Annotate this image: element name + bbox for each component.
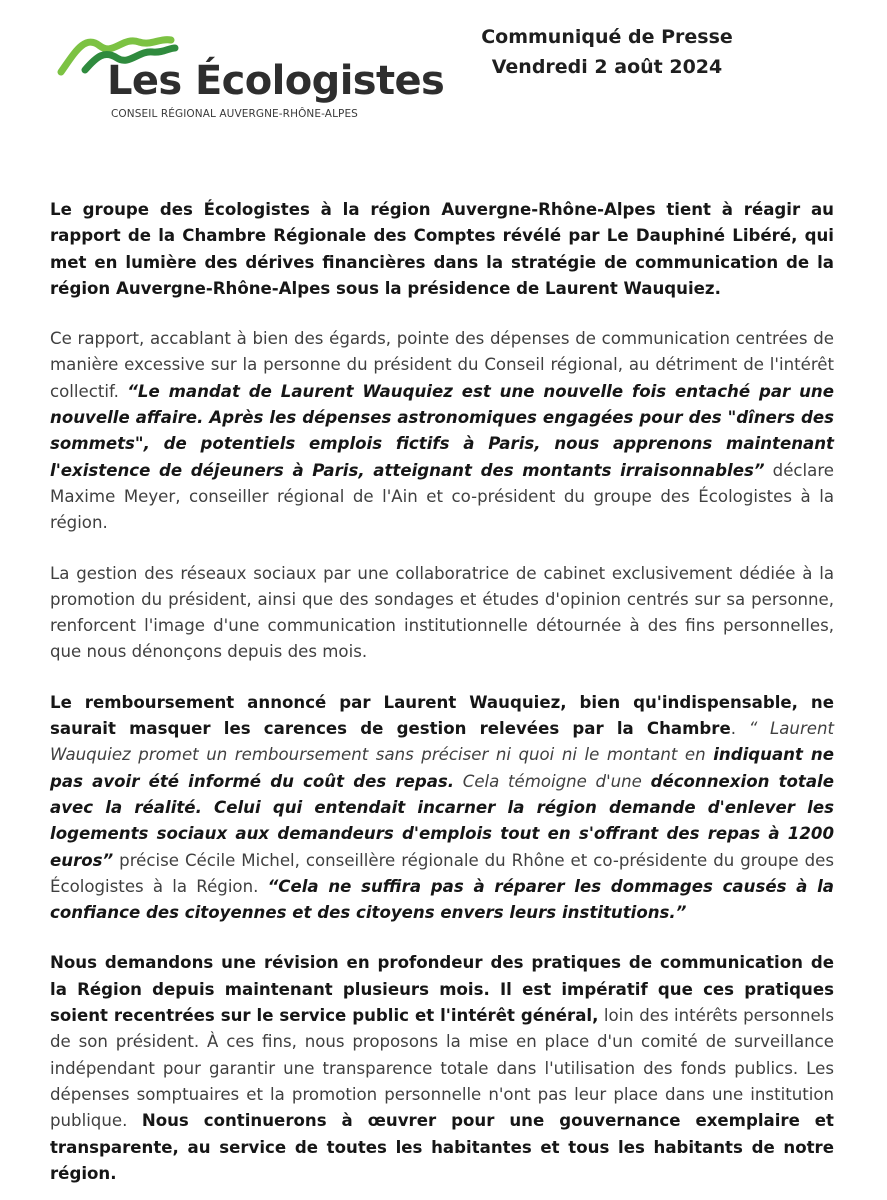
reimbursement-attribution: précise Cécile Michel, conseillère régionale du Rhône et co-présidente du groupe des Écologistes à la Région.	[50, 850, 834, 896]
paragraph-demands	[50, 950, 834, 1187]
header	[0, 0, 887, 180]
demands-text: loin des intérêts personnels de son président. À ces fins, nous proposons la mise en place d'un comité de surveillance indépendant pour garantir une transparence totale dans l'utilisation des fonds publics. Les dépenses somptuaires et la promotion personnelle n'ont pas leur place dans une institution publique.	[50, 1006, 834, 1131]
report-text: Ce rapport, accablant à bien des égards, pointe des dépenses de communication centrées de manière excessive sur la personne du président du Conseil régional, au détriment de l'intérêt collectif.	[50, 329, 834, 401]
paragraph-intro	[50, 197, 834, 302]
reimbursement-italic-1: “ Laurent Wauquiez promet un remboursement sans préciser ni quoi ni le montant en	[50, 719, 834, 765]
press-release-body	[50, 197, 834, 1187]
reimbursement-bold: Le remboursement annoncé par Laurent Wauquiez, bien qu'indispensable, ne saurait masquer les carences de gestion relevées par la Chambre	[50, 692, 834, 739]
quote-maxime-meyer: “Le mandat de Laurent Wauquiez est une nouvelle fois entaché par une nouvelle affaire. Après les dépenses astronomiques engagées pour des "dîners des sommets", de potentiels emplois fictifs à Paris, nous apprenons maintenant l'existence de déjeuners à Paris, atteignant des montants irraisonnables”	[50, 381, 834, 480]
intro-bold-text: Le groupe des Écologistes à la région Auvergne-Rhône-Alpes tient à réagir au rapport de la Chambre Régionale des Comptes révélé par Le Dauphiné Libéré, qui met en lumière des dérives financières dans la stratégie de communication de la région Auvergne-Rhône-Alpes sous la présidence de Laurent Wauquiez.	[50, 200, 834, 298]
paragraph-reimbursement	[50, 690, 834, 927]
press-title: Communiqué de Presse	[481, 26, 733, 48]
press-heading	[477, 22, 737, 82]
reimbursement-bold-italic-1: indiquant ne pas avoir été informé du coût des repas.	[50, 745, 834, 791]
paragraph-social-media	[50, 561, 834, 666]
demands-bold-1: Nous demandons une révision en profondeur des pratiques de communication de la Région depuis maintenant plusieurs mois. Il est impératif que ces pratiques soient recentrées sur le service public et l'intérêt général,	[50, 953, 834, 1026]
report-attribution: déclare Maxime Meyer, conseiller régional de l'Ain et co-président du groupe des Écologistes à la région.	[50, 460, 834, 533]
logo	[55, 24, 445, 134]
quote-confiance: “Cela ne suffira pas à réparer les dommages causés à la confiance des citoyennes et des citoyens envers leurs institutions.”	[50, 876, 834, 923]
demands-bold-2: Nous continuerons à œuvrer pour une gouvernance exemplaire et transparente, au service de toutes les habitantes et tous les habitants de notre région.	[50, 1111, 834, 1183]
reimbursement-italic-2: Cela témoigne d'une	[454, 771, 651, 791]
reimbursement-punct: .	[730, 719, 749, 739]
paragraph-report	[50, 326, 834, 536]
social-media-text: La gestion des réseaux sociaux par une collaboratrice de cabinet exclusivement dédiée à la promotion du président, ainsi que des sondages et études d'opinion centrés sur sa personne, renforcent l'image d'une communication institutionnelle détournée à des fins personnelles, que nous dénonçons depuis des mois.	[50, 563, 834, 662]
logo-subtitle: CONSEIL RÉGIONAL AUVERGNE-RHÔNE-ALPES	[111, 108, 358, 120]
press-date: Vendredi 2 août 2024	[491, 56, 723, 78]
reimbursement-bold-italic-2: déconnexion totale avec la réalité. Celui qui entendait incarner la région demande d'enlever les logements sociaux aux demandeurs d'emplois tout en s'offrant des repas à 1200 euros”	[50, 771, 834, 870]
logo-title: Les Écologistes	[107, 58, 445, 104]
